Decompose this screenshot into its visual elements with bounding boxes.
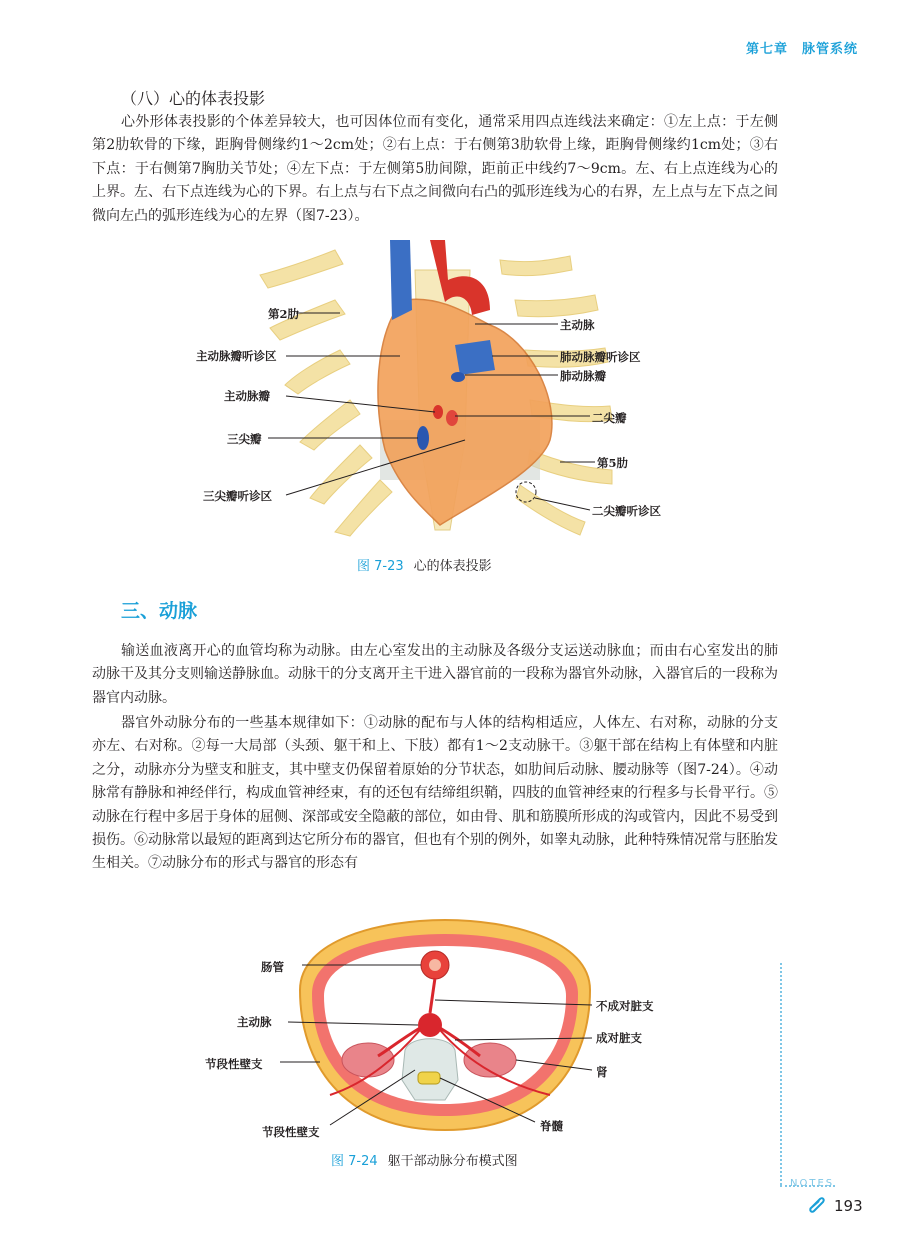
figure1-caption	[357, 555, 492, 574]
superior-vena-cava-shape	[390, 240, 412, 320]
rib-shape	[300, 400, 360, 450]
paperclip-icon	[806, 1195, 828, 1215]
section-title: 三、动脉	[121, 600, 198, 622]
subsection-title: （八）心的体表投影	[121, 89, 266, 108]
label-kidney: 肾	[596, 1065, 608, 1079]
label-aortic-area: 主动脉瓣听诊区	[196, 349, 277, 363]
kidney-left-shape	[342, 1043, 394, 1077]
rib-shape	[515, 295, 598, 317]
notes-margin-line	[780, 963, 782, 1185]
vertebra-shape	[402, 1039, 458, 1100]
figure1-caption-text: 心的体表投影	[413, 559, 492, 574]
pulmonary-valve-shape	[451, 372, 465, 382]
figure2-number: 图 7-24	[331, 1154, 378, 1169]
label-rib2: 第2肋	[268, 307, 300, 321]
label-unpaired-visceral: 不成对脏支	[596, 999, 654, 1013]
rib-shape	[285, 350, 350, 394]
chapter-header: 第七章 脉管系统	[745, 42, 858, 57]
label-mitral-area: 二尖瓣听诊区	[592, 504, 661, 518]
intestine-lumen-shape	[429, 959, 441, 971]
notes-label: NOTES	[790, 1178, 835, 1189]
figure-trunk-arteries	[280, 910, 610, 1140]
paragraph-arteries-definition: 输送血液离开心的血管均称为动脉。由左心室发出的主动脉及各级分支运送动脉血；而由右心室发出的肺动脉干及其分支则输送静脉血。动脉干的分支离开主干进入器官前的一段称为器官外动脉，入器官后的一段称为器官内动脉。	[92, 643, 778, 706]
label-tricuspid-area: 三尖瓣听诊区	[203, 489, 272, 503]
rib-shape	[335, 480, 392, 536]
label-paired-visceral: 成对脏支	[596, 1031, 642, 1045]
figure2-caption	[331, 1150, 518, 1169]
figure1-number: 图 7-23	[357, 559, 404, 574]
pulmonary-trunk-shape	[455, 340, 495, 375]
rib-shape	[310, 445, 372, 504]
page-number: 193	[834, 1197, 863, 1215]
aorta-shape	[418, 1013, 442, 1037]
rib-shape	[260, 250, 343, 288]
label-tricuspid: 三尖瓣	[227, 432, 262, 446]
spinal-cord-shape	[418, 1072, 440, 1084]
label-mitral: 二尖瓣	[592, 411, 627, 425]
label-segmental-wall-2: 节段性壁支	[262, 1125, 320, 1139]
figure2-caption-text: 躯干部动脉分布模式图	[387, 1154, 518, 1169]
mitral-valve-shape	[446, 410, 458, 426]
label-segmental-wall-1: 节段性壁支	[205, 1057, 263, 1071]
label-aorta: 主动脉	[237, 1015, 272, 1029]
rib-shape	[516, 485, 585, 535]
rib-shape	[500, 256, 572, 276]
label-spinal-cord: 脊髓	[540, 1119, 563, 1133]
label-intestine: 肠管	[261, 960, 284, 974]
label-rib5: 第5肋	[597, 456, 629, 470]
label-aorta: 主动脉	[560, 318, 595, 332]
paragraph-heart-projection: 心外形体表投影的个体差异较大，也可因体位而有变化，通常采用四点连线法来确定：①左上点：于左侧第2肋软骨的下缘，距胸骨侧缘约1～2cm处；②右上点：于右侧第3肋软骨上缘，距胸骨侧缘约1cm处；③右下点：于右侧第7胸肋关节处；④左下点：于左侧第5肋间隙，距前正中线约7～9cm。左、右上点连线为心的上界。左、右下点连线为心的下界。右上点与右下点之间微向右凸的弧形连线为心的右界，左上点与左下点之间微向左凸的弧形连线为心的左界（图7-23）。	[92, 114, 778, 224]
label-pulmonary-valve: 肺动脉瓣	[560, 369, 606, 383]
paragraph-arteries-rules: 器官外动脉分布的一些基本规律如下：①动脉的配布与人体的结构相适应，人体左、右对称，动脉的分支亦左、右对称。②每一大局部（头颈、躯干和上、下肢）都有1～2支动脉干。③躯干部在结构上有体壁和内脏之分，动脉亦分为壁支和脏支，其中壁支仍保留着原始的分节状态，如肋间后动脉、腰动脉等（图7-24）。④动脉常有静脉和神经伴行，构成血管神经束，有的还包有结缔组织鞘，四肢的血管神经束的行程多与长骨平行。⑤动脉在行程中多居于身体的屈侧、深部或安全隐蔽的部位，如由骨、肌和筋膜所形成的沟或管内，因此不易受到损伤。⑥动脉常以最短的距离到达它所分布的器官，但也有个别的例外，如睾丸动脉，此种特殊情况常与胚胎发生相关。⑦动脉分布的形式与器官的形态有	[92, 715, 778, 872]
label-aortic-valve: 主动脉瓣	[224, 389, 270, 403]
label-pulmonary-area: 肺动脉瓣听诊区	[560, 350, 641, 364]
tricuspid-valve-shape	[417, 426, 429, 450]
